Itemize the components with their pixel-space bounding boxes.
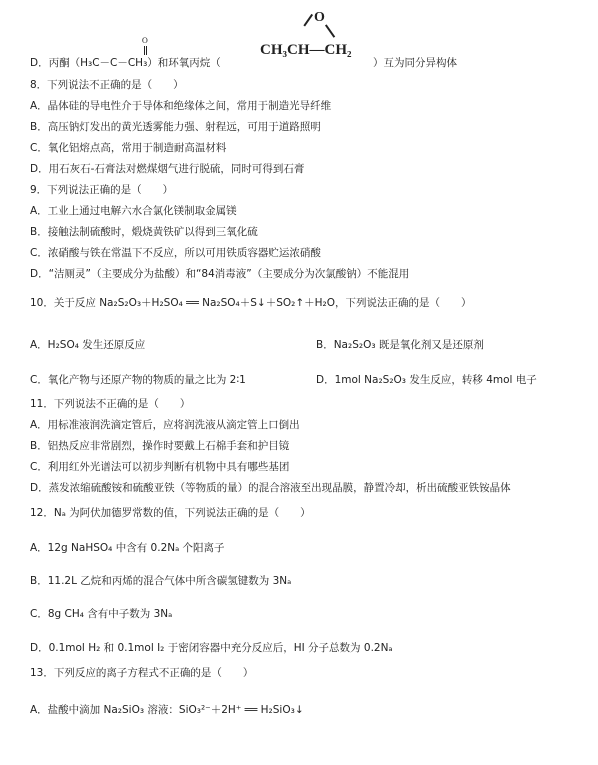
q13-option-a: A．盐酸中滴加 Na₂SiO₃ 溶液：SiO₃²⁻＋2H⁺ ══ H₂SiO₃↓ — [30, 704, 304, 716]
q11-option-b: B．铝热反应非常剧烈，操作时要戴上石棉手套和护目镜 — [30, 440, 290, 452]
epoxide-bond-right — [325, 24, 335, 37]
q9-option-d: D．“洁厕灵”（主要成分为盐酸）和“84消毒液”（主要成分为次氯酸钠）不能混用 — [30, 268, 410, 280]
ketone-double-bond — [144, 46, 145, 55]
epoxide-bond-left — [303, 14, 312, 26]
q8-stem: 8．下列说法不正确的是（ ） — [30, 79, 184, 91]
q12-option-c: C．8g CH₄ 含有中子数为 3Nₐ — [30, 608, 173, 620]
q9-option-a: A．工业上通过电解六水合氯化镁制取金属镁 — [30, 205, 237, 217]
q11-option-d: D．蒸发浓缩硫酸铵和硫酸亚铁（等物质的量）的混合溶液至出现晶膜，静置冷却，析出硫酸亚铁铵晶体 — [30, 482, 511, 494]
q9-stem: 9．下列说法正确的是（ ） — [30, 184, 174, 196]
q10-option-a: A．H₂SO₄ 发生还原反应 — [30, 339, 146, 351]
option-d-prev-tail: ）互为同分异构体 — [373, 57, 457, 69]
q8-option-a: A．晶体硅的导电性介于导体和绝缘体之间，常用于制造光导纤维 — [30, 100, 332, 112]
q12-stem: 12．Nₐ 为阿伏加德罗常数的值，下列说法正确的是（ ） — [30, 507, 311, 519]
q8-option-b: B．高压钠灯发出的黄光透雾能力强、射程远，可用于道路照明 — [30, 121, 321, 133]
q13-stem: 13．下列反应的离子方程式不正确的是（ ） — [30, 667, 254, 679]
q10-stem: 10．关于反应 Na₂S₂O₃＋H₂SO₄ ══ Na₂SO₄＋S↓＋SO₂↑＋H₂O，下列说法正确的是（ ） — [30, 297, 472, 309]
q9-option-c: C．浓硝酸与铁在常温下不反应，所以可用铁质容器贮运浓硝酸 — [30, 247, 321, 259]
ketone-oxygen: O — [142, 36, 148, 45]
q9-option-b: B．接触法制硫酸时，煅烧黄铁矿以得到三氧化硫 — [30, 226, 258, 238]
q10-option-c: C．氧化产物与还原产物的物质的量之比为 2∶1 — [30, 374, 246, 386]
q12-option-d: D．0.1mol H₂ 和 0.1mol I₂ 于密闭容器中充分反应后，HI 分子总数为 0.2Nₐ — [30, 642, 393, 654]
q11-option-c: C．利用红外光谱法可以初步判断有机物中具有哪些基团 — [30, 461, 290, 473]
ketone-double-bond-2 — [146, 46, 147, 55]
q12-option-b: B．11.2L 乙烷和丙烯的混合气体中所含碳氢键数为 3Nₐ — [30, 575, 292, 587]
option-d-prev-text: D．丙酮（H₃C－C－CH₃）和环氧丙烷（ — [30, 57, 221, 69]
q10-option-b: B．Na₂S₂O₃ 既是氧化剂又是还原剂 — [316, 339, 484, 351]
q8-option-c: C．氧化铝熔点高，常用于制造耐高温材料 — [30, 142, 227, 154]
q8-option-d: D．用石灰石-石膏法对燃煤烟气进行脱硫，同时可得到石膏 — [30, 163, 305, 175]
epoxide-oxygen: O — [314, 10, 325, 25]
q10-option-d: D．1mol Na₂S₂O₃ 发生反应，转移 4mol 电子 — [316, 374, 537, 386]
q11-stem: 11．下列说法不正确的是（ ） — [30, 398, 191, 410]
q12-option-a: A．12g NaHSO₄ 中含有 0.2Nₐ 个阳离子 — [30, 542, 225, 554]
option-d-prev — [30, 56, 221, 70]
epoxide-structure: CH₃CH—CH₂ — [260, 42, 352, 58]
q11-option-a: A．用标准液润洗滴定管后，应将润洗液从滴定管上口倒出 — [30, 419, 300, 431]
